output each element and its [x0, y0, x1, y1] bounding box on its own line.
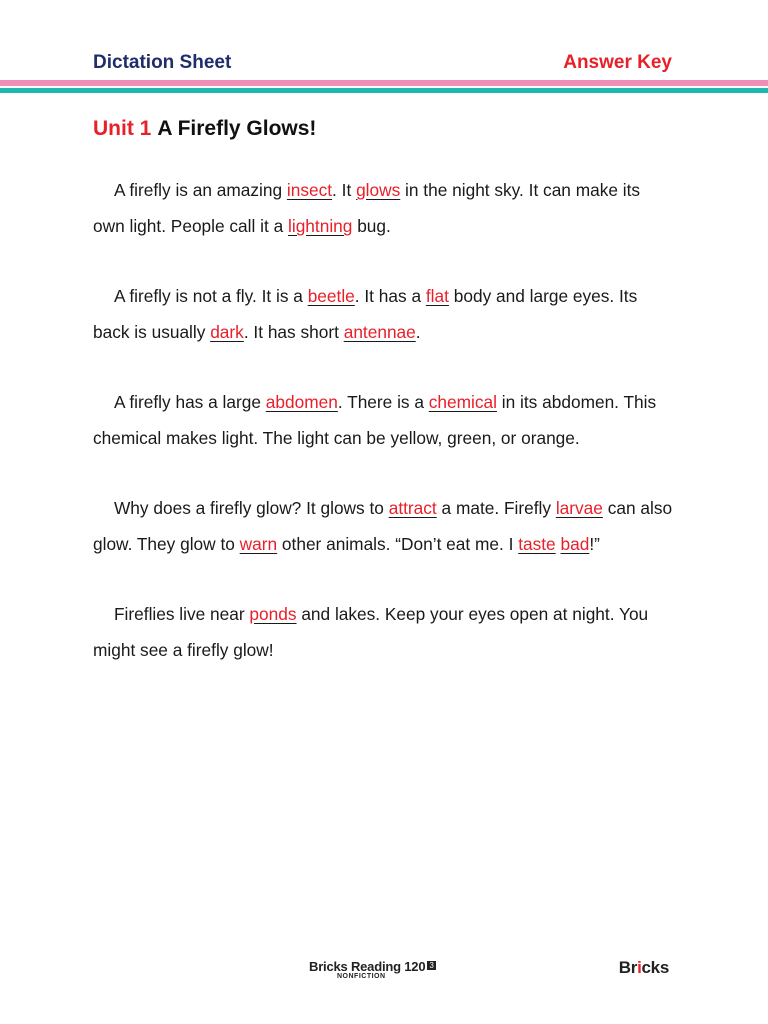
- passage: [93, 172, 675, 702]
- answer-word: insect: [286, 180, 333, 200]
- footer-level-badge: 3: [429, 961, 434, 970]
- passage-text: a mate. Firefly: [436, 498, 556, 518]
- unit-title: [93, 117, 316, 141]
- answer-word: ponds: [249, 604, 297, 624]
- passage-text: bug.: [352, 216, 391, 236]
- header-stripe-teal: [0, 88, 768, 93]
- answer-word: abdomen: [265, 392, 338, 412]
- passage-text: A firefly is not a fly. It is a: [114, 286, 308, 306]
- passage-text: . It: [332, 180, 357, 200]
- passage-text: . It has short: [243, 322, 344, 342]
- logo-part: cks: [641, 958, 669, 977]
- passage-text: and lakes. Keep your eyes open at night. You might see a firefly glow!: [93, 604, 649, 660]
- paragraph-4: [93, 490, 675, 562]
- answer-word: dark: [210, 322, 244, 342]
- answer-word: glows: [356, 180, 401, 200]
- footer-brand: [309, 958, 436, 980]
- answer-word: chemical: [428, 392, 497, 412]
- paragraph-3: [93, 384, 675, 456]
- answer-word: antennae: [343, 322, 416, 342]
- passage-text: A firefly is an amazing: [114, 180, 287, 200]
- passage-text: Fireflies live near: [114, 604, 250, 624]
- paragraph-5: [93, 596, 675, 668]
- passage-text: can also glow. They glow to: [93, 498, 673, 554]
- passage-text: .: [415, 322, 421, 342]
- logo-part: Br: [618, 958, 638, 977]
- passage-text: in the night sky. It can make its own light. People call it a: [93, 180, 641, 236]
- passage-text: A firefly has a large: [114, 392, 266, 412]
- paragraph-1: [93, 172, 675, 244]
- footer-subtitle: NONFICTION: [337, 973, 386, 980]
- answer-word: bad: [560, 534, 590, 554]
- answer-word: lightning: [288, 216, 353, 236]
- logo-part-accent: i: [637, 958, 642, 977]
- header-stripe-pink: [0, 80, 768, 86]
- answer-word: beetle: [307, 286, 355, 306]
- passage-text: Why does a firefly glow? It glows to: [114, 498, 389, 518]
- passage-text: other animals. “Don’t eat me. I: [277, 534, 519, 554]
- paragraph-2: [93, 278, 675, 350]
- answer-word: warn: [239, 534, 278, 554]
- bricks-logo: [619, 958, 669, 978]
- answer-word: taste: [518, 534, 556, 554]
- answer-key-label: Answer Key: [563, 52, 672, 73]
- passage-text: !”: [589, 534, 600, 554]
- page-header: [93, 52, 672, 78]
- sheet-title: Dictation Sheet: [93, 52, 232, 73]
- passage-text: . It has a: [354, 286, 426, 306]
- passage-text: in its abdomen. This chemical makes light. The light can be yellow, green, or orange.: [93, 392, 657, 448]
- passage-text: . There is a: [337, 392, 429, 412]
- passage-text: body and large eyes. Its back is usually: [93, 286, 638, 342]
- unit-number: Unit 1: [93, 117, 152, 140]
- answer-word: larvae: [555, 498, 603, 518]
- footer-brand-text: Bricks Reading 120: [309, 959, 426, 974]
- answer-word: attract: [388, 498, 437, 518]
- unit-title-text: A Firefly Glows!: [157, 117, 317, 140]
- answer-word: flat: [425, 286, 449, 306]
